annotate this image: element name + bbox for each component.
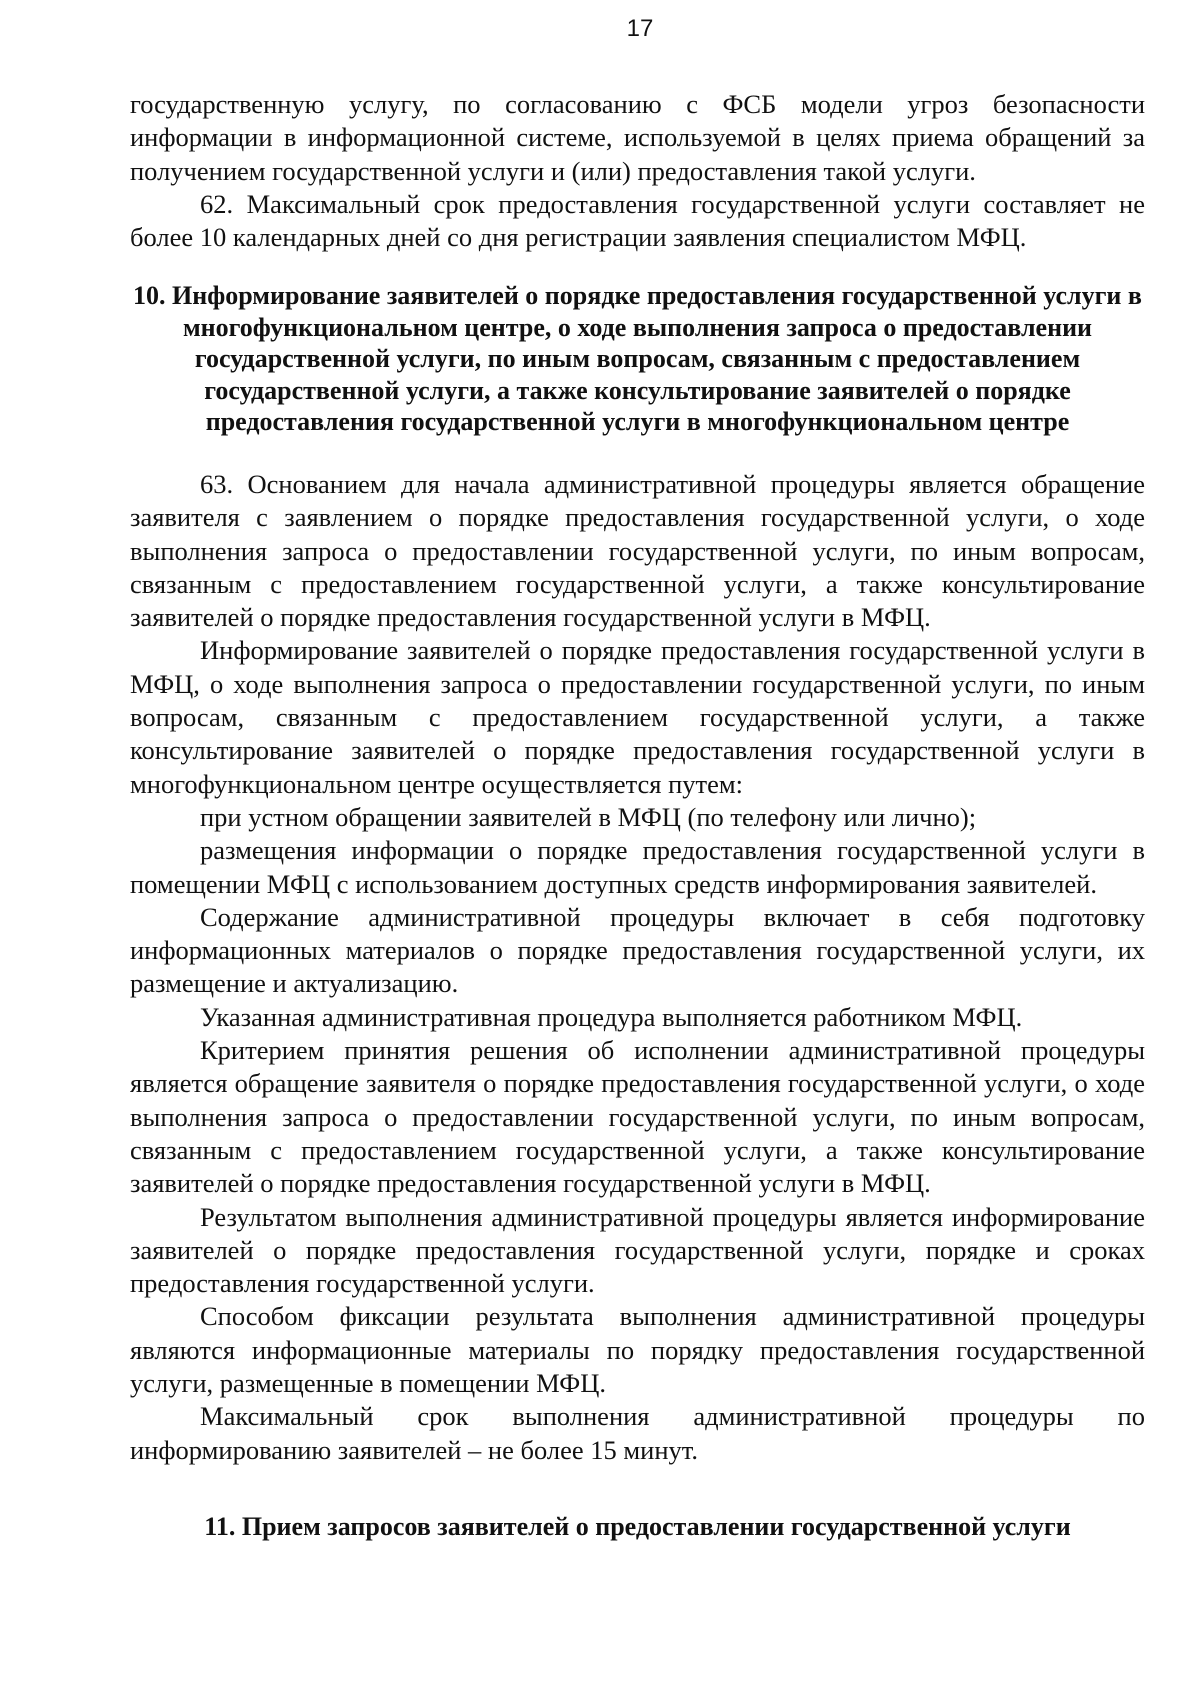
list-item-oral-request: при устном обращении заявителей в МФЦ (по телефону или лично); — [200, 801, 977, 832]
paragraph-decision-criterion: Критерием принятия решения об исполнении административной процедуры является обращение заявителя о порядке предоставления государственной услуги, о ходе выполнения запроса о предоставлении государственной услуги, по иным вопросам, связанным с предоставлением государственной услуги, а также консультирование заявителей о порядке предоставления государственной услуги в МФЦ. — [130, 1035, 1145, 1199]
section-11-heading: 11. Прием запросов заявителей о предоставлении государственной услуги — [204, 1511, 1071, 1541]
paragraph-maximum-time: Максимальный срок выполнения административной процедуры по информированию заявителей – не более 15 минут. — [130, 1401, 1145, 1465]
list-item-information-placement: размещения информации о порядке предоставления государственной услуги в помещении МФЦ с использованием доступных средств информирования заявителей. — [130, 835, 1145, 899]
paragraph-62: 62. Максимальный срок предоставления государственной услуги составляет не более 10 календарных дней со дня регистрации заявления специалистом МФЦ. — [130, 188, 1145, 253]
paragraph-result-fixation: Способом фиксации результата выполнения административной процедуры являются информационные материалы по порядку предоставления государственной услуги, размещенные в помещении МФЦ. — [130, 1301, 1145, 1398]
paragraph-63: 63. Основанием для начала административной процедуры является обращение заявителя с заявлением о порядке предоставления государственной услуги, о ходе выполнения запроса о предоставлении государственной услуги, по иным вопросам, связанным с предоставлением государственной услуги, а также консультирование заявителей о порядке предоставления государственной услуги в МФЦ. — [130, 468, 1145, 633]
paragraph-procedure-result: Результатом выполнения административной процедуры является информирование заявителей о порядке предоставления государственной услуги, порядке и сроках предоставления государственной услуги. — [130, 1201, 1145, 1299]
section-10-heading: 10. Информирование заявителей о порядке предоставления государственной услуги в многофункциональном центре, о ходе выполнения запроса о предоставлении государственной услуги, по иным вопросам, связанным с предоставлением государственной услуги, а также консультирование заявителей о порядке предоставления государственной услуги в многофункциональном центре — [133, 281, 1142, 437]
paragraph-continuation: государственную услугу, по согласованию с ФСБ модели угроз безопасности информации в информационной системе, используемой в целях приема обращений за получением государственной услуги и (или) предоставления такой услуги. — [130, 89, 1145, 186]
paragraph-procedure-content: Содержание административной процедуры включает в себя подготовку информационных материалов о порядке предоставления государственной услуги, их размещение и актуализацию. — [130, 901, 1145, 999]
document-body — [130, 88, 1145, 1542]
paragraph-informing-methods: Информирование заявителей о порядке предоставления государственной услуги в МФЦ, о ходе выполнения запроса о предоставлении государственной услуги, по иным вопросам, связанным с предоставлением государственной услуги, а также консультирование заявителей о порядке предоставления государственной услуги в многофункциональном центре осуществляется путем: — [130, 635, 1145, 799]
page-number: 17 — [626, 15, 654, 42]
paragraph-procedure-executor: Указанная административная процедура выполняется работником МФЦ. — [200, 1001, 1023, 1032]
